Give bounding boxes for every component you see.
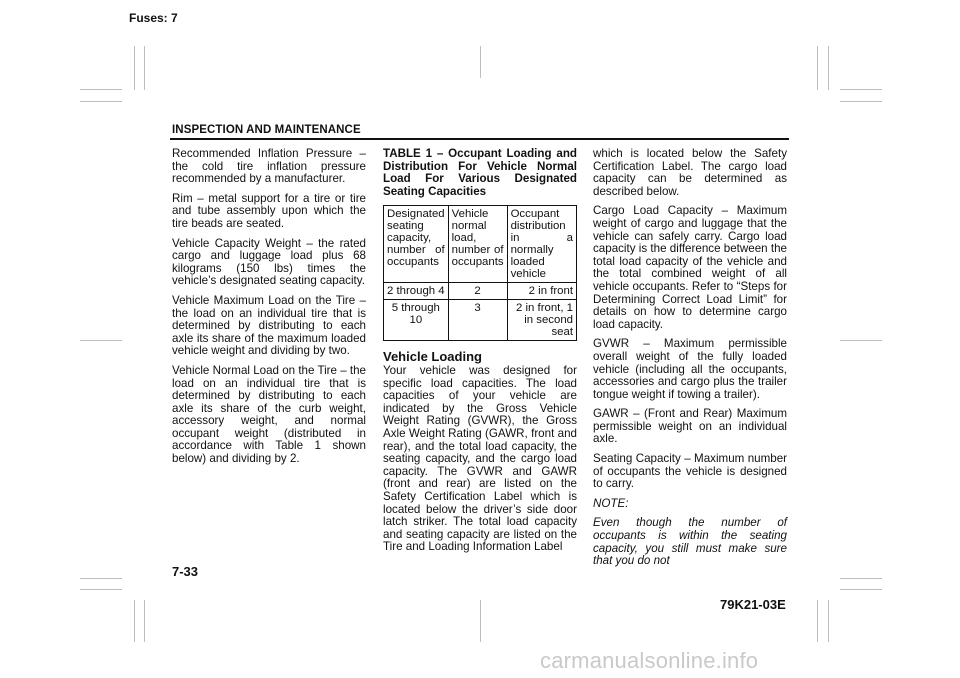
column-left xyxy=(172,148,366,473)
definition-paragraph: Rim – metal support for a tire or tire and tube assembly upon which the tire beads are seated. xyxy=(172,191,366,230)
crop-mark xyxy=(840,340,882,341)
note-label: NOTE: xyxy=(593,496,629,510)
definition-paragraph: Recommended Inflation Pressure – the cold tire inflation pressure recommended by a manufacturer. xyxy=(172,147,366,186)
crop-mark xyxy=(80,578,122,579)
crop-mark xyxy=(134,600,135,642)
crop-mark xyxy=(134,46,135,90)
crop-mark xyxy=(80,89,122,90)
crop-mark xyxy=(144,46,145,90)
definition-paragraph: Vehicle Normal Load on the Tire – the load on an individual tire that is determined by distributing to each axle its share of the curb weight, accessory weight, and normal occupant weight (distributed in accordance with Table 1 shown below) and dividing by 2. xyxy=(172,363,366,466)
definition-paragraph: Seating Capacity – Maximum number of occupants the vehicle is designed to carry. xyxy=(593,452,787,491)
crop-mark xyxy=(840,589,882,590)
section-heading: INSPECTION AND MAINTENANCE xyxy=(172,124,361,136)
crop-mark xyxy=(480,46,481,78)
table-row xyxy=(384,283,577,300)
column-middle xyxy=(383,148,577,561)
table-cell: 2 xyxy=(448,283,507,300)
table-row xyxy=(384,300,577,341)
occupant-table xyxy=(383,205,577,341)
page-number: 7-33 xyxy=(172,564,199,579)
column-right xyxy=(593,148,787,575)
subsection-heading: Vehicle Loading xyxy=(383,349,482,365)
table-title: TABLE 1 – Occupant Loading and Distribution For Vehicle Normal Load For Various Designated Seating Capacities xyxy=(383,147,577,198)
table-header-cell: Designated seating capacity, number of occupants xyxy=(384,206,449,283)
table-header-cell: Vehicle normal load, number of occupants xyxy=(448,206,507,283)
table-cell: 5 through 10 xyxy=(384,300,449,341)
table-cell: 2 through 4 xyxy=(384,283,449,300)
crop-mark xyxy=(817,46,818,90)
note-text: Even though the number of occupants is within the seating capacity, you still must make sure that you do not xyxy=(593,516,787,568)
crop-mark xyxy=(80,101,122,102)
fuses-label: Fuses: 7 xyxy=(129,11,178,25)
crop-mark xyxy=(80,589,122,590)
document-code: 79K21-03E xyxy=(720,597,786,612)
definition-paragraph: Vehicle Maximum Load on the Tire – the load on an individual tire that is determined by distributing to each axle its share of the maximum loaded vehicle weight and dividing by two. xyxy=(172,293,366,358)
table-cell: 2 in front xyxy=(507,283,576,300)
definition-paragraph: GAWR – (Front and Rear) Maximum permissible weight on an individual axle. xyxy=(593,407,787,446)
body-paragraph: Your vehicle was designed for specific load capacities. The load capacities of your vehicle are indicated by the Gross Vehicle Weight Rating (GVWR), the Gross Axle Weight Rating (GAWR, front and rear), and the total load capacity, the seating capacity, and the cargo load capacity. The GVWR and GAWR (front and rear) are listed on the Safety Certification Label which is located below the driver’s side door latch striker. The total load capacity and seating capacity are listed on the Tire and Loading Information Label xyxy=(383,363,577,554)
definition-paragraph: Vehicle Capacity Weight – the rated cargo and luggage load plus 68 kilograms (150 lbs) times the vehicle’s designated seating capacity. xyxy=(172,236,366,288)
table-cell: 2 in front, 1 in second seat xyxy=(507,300,576,341)
crop-mark xyxy=(480,600,481,642)
header-rule xyxy=(170,138,789,140)
crop-mark xyxy=(828,46,829,90)
crop-mark xyxy=(840,89,882,90)
crop-mark xyxy=(80,340,122,341)
definition-paragraph: Cargo Load Capacity – Maximum weight of cargo and luggage that the vehicle can safely carry. Cargo load capacity is the difference between the total load capacity of the vehicle and the total combined weight of all vehicle occupants. Refer to “Steps for Determining Correct Load Limit” for details on how to determine cargo load capacity. xyxy=(593,204,787,331)
table-header-cell: Occupant distribution in a normally loaded vehicle xyxy=(507,206,576,283)
crop-mark xyxy=(828,600,829,642)
table-header-row xyxy=(384,206,577,283)
table-cell: 3 xyxy=(448,300,507,341)
crop-mark xyxy=(840,578,882,579)
crop-mark xyxy=(144,600,145,642)
crop-mark xyxy=(817,600,818,642)
definition-paragraph: GVWR – Maximum permissible overall weight of the fully loaded vehicle (including all the occupants, accessories and cargo plus the trailer tongue weight if towing a trailer). xyxy=(593,337,787,401)
body-paragraph: which is located below the Safety Certification Label. The cargo load capacity can be determined as described below. xyxy=(593,147,787,198)
watermark: carmanualsonline.info xyxy=(540,648,759,673)
crop-mark xyxy=(840,101,882,102)
